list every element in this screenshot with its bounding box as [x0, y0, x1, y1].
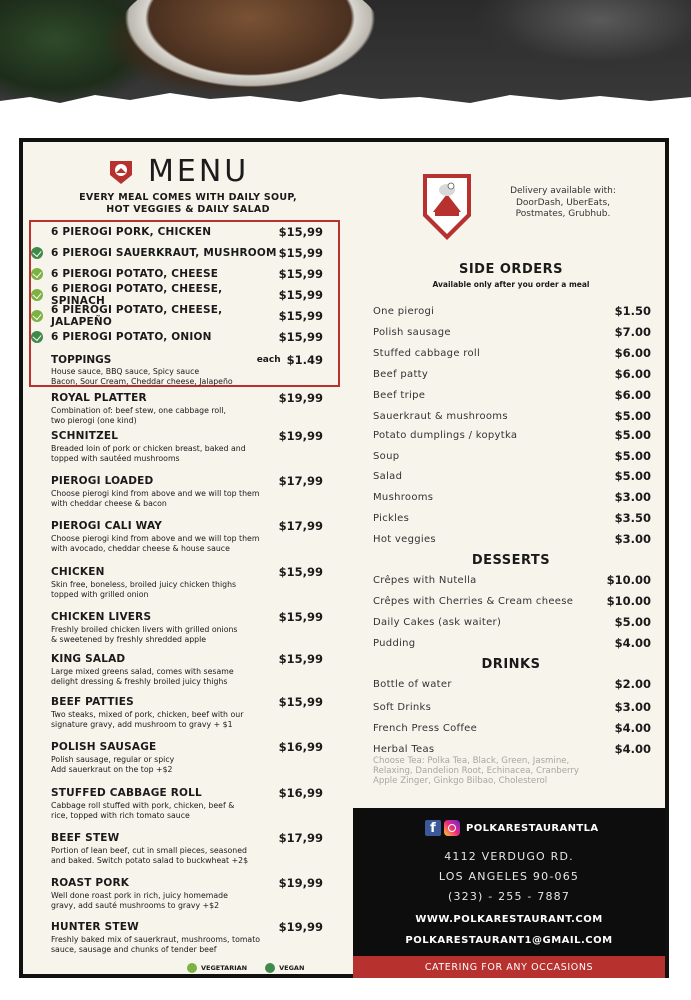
side-order-item	[373, 532, 651, 546]
delivery-line: Postmates, Grubhub.	[515, 209, 611, 219]
email-link[interactable]: POLKARESTAURANT1@GMAIL.COM	[405, 935, 613, 946]
dish-desc-line: topped with sautéed mushrooms	[51, 454, 180, 463]
toppings-description	[51, 367, 271, 387]
dish-item	[51, 920, 323, 955]
dish-item	[51, 429, 323, 464]
tea-choices-line: Choose Tea: Polka Tea, Black, Green, Jasmine,	[373, 756, 570, 766]
item-price: $5.00	[614, 409, 651, 423]
dish-item	[51, 786, 323, 821]
address-line: LOS ANGELES 90-065	[438, 870, 580, 883]
item-name: Sauerkraut & mushrooms	[373, 410, 508, 422]
instagram-icon[interactable]	[444, 820, 460, 836]
legend-vegan-label: VEGAN	[279, 964, 305, 972]
dish-item	[51, 652, 323, 687]
vegetarian-icon	[187, 963, 197, 973]
side-order-item	[373, 490, 651, 504]
contact-panel	[353, 808, 665, 978]
dish-desc-line: Freshly baked mix of sauerkraut, mushrooms, tomato	[51, 935, 261, 944]
drink-item	[373, 700, 651, 714]
dish-desc-line: Freshly broiled chicken livers with grilled onions	[51, 625, 238, 634]
toppings-desc-line: House sauce, BBQ sauce, Spicy sauce	[51, 367, 200, 376]
pierogi-item	[51, 330, 323, 344]
pierogi-item	[51, 267, 323, 281]
dish-desc-line: Skin free, boneless, broiled juicy chicken thighs	[51, 580, 237, 589]
side-order-item	[373, 346, 651, 360]
item-price: $4.00	[614, 742, 651, 756]
item-price: $3.00	[614, 532, 651, 546]
dessert-item	[373, 615, 651, 629]
item-price: $3.00	[614, 490, 651, 504]
restaurant-logo-icon	[108, 159, 134, 185]
item-name: Mushrooms	[373, 491, 434, 503]
item-name: Beef patty	[373, 368, 429, 380]
dish-price: $19,99	[278, 391, 323, 405]
dish-desc-line: Polish sausage, regular or spicy	[51, 755, 175, 764]
item-name: Pudding	[373, 637, 416, 649]
item-name: Soft Drinks	[373, 701, 432, 713]
toppings-each-label: each	[256, 355, 281, 365]
menu-header	[108, 154, 249, 189]
pierogi-name: 6 PIEROGI POTATO, ONION	[51, 331, 212, 343]
legend-vegetarian-label: VEGETARIAN	[201, 964, 248, 972]
item-name: Daily Cakes (ask waiter)	[373, 616, 502, 628]
dish-desc-line: Cabbage roll stuffed with pork, chicken, beef &	[51, 801, 235, 810]
dish-price: $16,99	[278, 740, 323, 754]
item-name: Pickles	[373, 512, 410, 524]
delivery-info	[493, 186, 633, 221]
pierogi-item	[51, 304, 323, 328]
side-order-item	[373, 409, 651, 423]
dish-price: $19,99	[278, 429, 323, 443]
item-price: $4.00	[614, 721, 651, 735]
pierogi-name: 6 PIEROGI POTATO, CHEESE, JALAPEÑO	[51, 304, 223, 328]
item-name: Herbal Teas	[373, 743, 435, 755]
vegetarian-icon	[31, 310, 43, 322]
item-price: $4.00	[614, 636, 651, 650]
dish-desc-line: Choose pierogi kind from above and we will top them	[51, 534, 260, 543]
vegetarian-icon	[31, 268, 43, 280]
menu-title: MENU	[148, 154, 250, 189]
item-price: $6.00	[614, 367, 651, 381]
pierogi-price: $15,99	[278, 246, 323, 260]
drink-item	[373, 721, 651, 735]
dish-name: HUNTER STEW	[51, 921, 139, 933]
side-order-item	[373, 511, 651, 525]
side-order-item	[373, 304, 651, 318]
dish-desc-line: Large mixed greens salad, comes with sesame	[51, 667, 234, 676]
pierogi-price: $15,99	[278, 225, 323, 239]
pierogi-price: $15,99	[278, 309, 323, 323]
restaurant-crest-icon	[421, 172, 473, 242]
dish-item	[51, 610, 323, 645]
dish-name: PIEROGI CALI WAY	[51, 520, 163, 532]
dish-desc-line: signature gravy, add mushroom to gravy + $1	[51, 720, 233, 729]
dish-desc-line: Combination of: beef stew, one cabbage roll,	[51, 406, 226, 415]
dish-name: STUFFED CABBAGE ROLL	[51, 787, 202, 799]
dish-desc-line: Two steaks, mixed of pork, chicken, beef with our	[51, 710, 244, 719]
dish-desc-line: and baked. Switch potato salad to buckwheat +2$	[51, 856, 249, 865]
dish-desc-line: with cheddar cheese & bacon	[51, 499, 167, 508]
dish-desc-line: topped with grilled onion	[51, 590, 149, 599]
item-price: $5.00	[614, 428, 651, 442]
side-order-item	[373, 367, 651, 381]
drinks-title: DRINKS	[481, 657, 541, 672]
dish-name: KING SALAD	[51, 653, 126, 665]
side-orders-title: SIDE ORDERS	[458, 262, 563, 277]
dish-item	[51, 474, 323, 509]
dish-name: SCHNITZEL	[51, 430, 119, 442]
toppings-row	[51, 353, 323, 367]
dish-item	[51, 740, 323, 775]
dish-price: $17,99	[278, 474, 323, 488]
dish-name: ROYAL PLATTER	[51, 392, 147, 404]
item-name: Salad	[373, 470, 403, 482]
item-name: French Press Coffee	[373, 722, 478, 734]
item-name: Stuffed cabbage roll	[373, 347, 481, 359]
item-name: One pierogi	[373, 305, 435, 317]
dish-item	[51, 519, 323, 554]
item-price: $2.00	[614, 677, 651, 691]
pierogi-item	[51, 246, 323, 260]
item-price: $10.00	[606, 594, 651, 608]
side-order-item	[373, 388, 651, 402]
dish-desc-line: rice, topped with rich tomato sauce	[51, 811, 190, 820]
facebook-icon[interactable]: f	[425, 820, 441, 836]
food-plate-image	[120, 0, 380, 90]
pierogi-price: $15,99	[278, 288, 323, 302]
item-price: $6.00	[614, 388, 651, 402]
vegetarian-icon	[31, 289, 43, 301]
dessert-item	[373, 636, 651, 650]
side-order-item	[373, 428, 651, 442]
pierogi-item	[51, 283, 323, 307]
pierogi-name: 6 PIEROGI SAUERKRAUT, MUSHROOM	[51, 247, 277, 259]
item-price: $3.00	[614, 700, 651, 714]
item-price: $5.00	[614, 615, 651, 629]
dessert-item	[373, 594, 651, 608]
toppings-desc-line: Bacon, Sour Cream, Cheddar cheese, Jalapeño	[51, 377, 233, 386]
item-name: Beef tripe	[373, 389, 426, 401]
item-price: $5.00	[614, 469, 651, 483]
dish-price: $19,99	[278, 876, 323, 890]
dish-price: $17,99	[278, 519, 323, 533]
menu-card	[19, 138, 669, 978]
toppings-title: TOPPINGS	[51, 354, 112, 366]
vegan-icon	[31, 331, 43, 343]
tea-choices-line: Apple Zinger, Ginkgo Bilbao, Cholesterol	[373, 776, 548, 786]
dish-desc-line: with avocado, cheddar cheese & house sauce	[51, 544, 230, 553]
item-name: Potato dumplings / kopytka	[373, 429, 518, 441]
dish-item	[51, 876, 323, 911]
dish-desc-line: gravy, add sauté mushrooms to gravy +$2	[51, 901, 220, 910]
toppings-price-group	[257, 353, 323, 367]
dish-desc-line: sauce, sausage and chunks of tender beef	[51, 945, 217, 954]
dish-price: $15,99	[278, 565, 323, 579]
dish-desc-line: Portion of lean beef, cut in small pieces, seasoned	[51, 846, 247, 855]
desserts-title: DESSERTS	[471, 553, 551, 568]
dish-name: BEEF STEW	[51, 832, 120, 844]
dish-price: $19,99	[278, 920, 323, 934]
dish-desc-line: two pierogi (one kind)	[51, 416, 137, 425]
social-handle: POLKARESTAURANTLA	[466, 822, 599, 834]
drink-item	[373, 742, 651, 756]
item-name: Polish sausage	[373, 326, 451, 338]
dish-name: POLISH SAUSAGE	[51, 741, 157, 753]
item-name: Soup	[373, 450, 400, 462]
dish-price: $15,99	[278, 610, 323, 624]
dish-name: PIEROGI LOADED	[51, 475, 154, 487]
dish-price: $16,99	[278, 786, 323, 800]
item-name: Bottle of water	[373, 678, 452, 690]
pierogi-name: 6 PIEROGI POTATO, CHEESE, SPINACH	[51, 283, 223, 307]
vegan-icon	[31, 247, 43, 259]
menu-subtitle	[43, 192, 333, 216]
pierogi-price: $15,99	[278, 330, 323, 344]
pierogi-price: $15,99	[278, 267, 323, 281]
item-price: $10.00	[606, 573, 651, 587]
phone-number: (323) - 255 - 7887	[447, 890, 571, 903]
dish-item	[51, 831, 323, 866]
dish-name: CHICKEN LIVERS	[51, 611, 152, 623]
dish-desc-line: Choose pierogi kind from above and we will top them	[51, 489, 260, 498]
torn-paper-edge	[0, 87, 691, 113]
menu-subtitle-line: EVERY MEAL COMES WITH DAILY SOUP,	[79, 192, 297, 203]
diet-legend	[187, 963, 304, 973]
website-link[interactable]: WWW.POLKARESTAURANT.COM	[415, 914, 603, 925]
dish-item	[51, 695, 323, 730]
pierogi-item	[51, 225, 323, 239]
social-links	[425, 820, 599, 836]
delivery-line: Delivery available with:	[510, 186, 616, 196]
dish-price: $15,99	[278, 695, 323, 709]
dish-name: BEEF PATTIES	[51, 696, 134, 708]
side-order-item	[373, 449, 651, 463]
item-price: $3.50	[614, 511, 651, 525]
side-order-item	[373, 469, 651, 483]
delivery-line: DoorDash, UberEats,	[515, 197, 611, 208]
drink-item	[373, 677, 651, 691]
item-price: $5.00	[614, 449, 651, 463]
dish-desc-line: Breaded loin of pork or chicken breast, baked and	[51, 444, 246, 453]
dish-price: $17,99	[278, 831, 323, 845]
dish-desc-line: delight dressing & freshly broiled juicy thighs	[51, 677, 228, 686]
item-price: $1.50	[614, 304, 651, 318]
dish-name: CHICKEN	[51, 566, 105, 578]
dish-desc-line: Well done roast pork in rich, juicy homemade	[51, 891, 228, 900]
dish-name: ROAST PORK	[51, 877, 130, 889]
catering-banner: CATERING FOR ANY OCCASIONS	[353, 956, 665, 978]
toppings-price: $1.49	[286, 353, 323, 367]
address-line: 4112 VERDUGO RD.	[444, 850, 574, 863]
item-name: Crêpes with Nutella	[373, 574, 477, 586]
side-orders-subtitle: Available only after you order a meal	[432, 280, 590, 289]
tea-choices-line: Relaxing, Dandelion Root, Echinacea, Cranberry	[373, 766, 580, 776]
pierogi-name: 6 PIEROGI POTATO, CHEESE	[51, 268, 219, 280]
item-name: Hot veggies	[373, 533, 436, 545]
pierogi-name: 6 PIEROGI PORK, CHICKEN	[51, 226, 212, 238]
dish-item	[51, 391, 323, 426]
dish-desc-line: & sweetened by freshly shredded apple	[51, 635, 207, 644]
dessert-item	[373, 573, 651, 587]
side-order-item	[373, 325, 651, 339]
dish-price: $15,99	[278, 652, 323, 666]
vegan-icon	[265, 963, 275, 973]
item-price: $7.00	[614, 325, 651, 339]
item-price: $6.00	[614, 346, 651, 360]
food-photo-banner	[0, 0, 691, 112]
menu-subtitle-line: HOT VEGGIES & DAILY SALAD	[106, 204, 270, 215]
item-name: Crêpes with Cherries & Cream cheese	[373, 595, 574, 607]
dish-desc-line: Add sauerkraut on the top +$2	[51, 765, 173, 774]
tea-choices	[373, 756, 613, 786]
dish-item	[51, 565, 323, 600]
